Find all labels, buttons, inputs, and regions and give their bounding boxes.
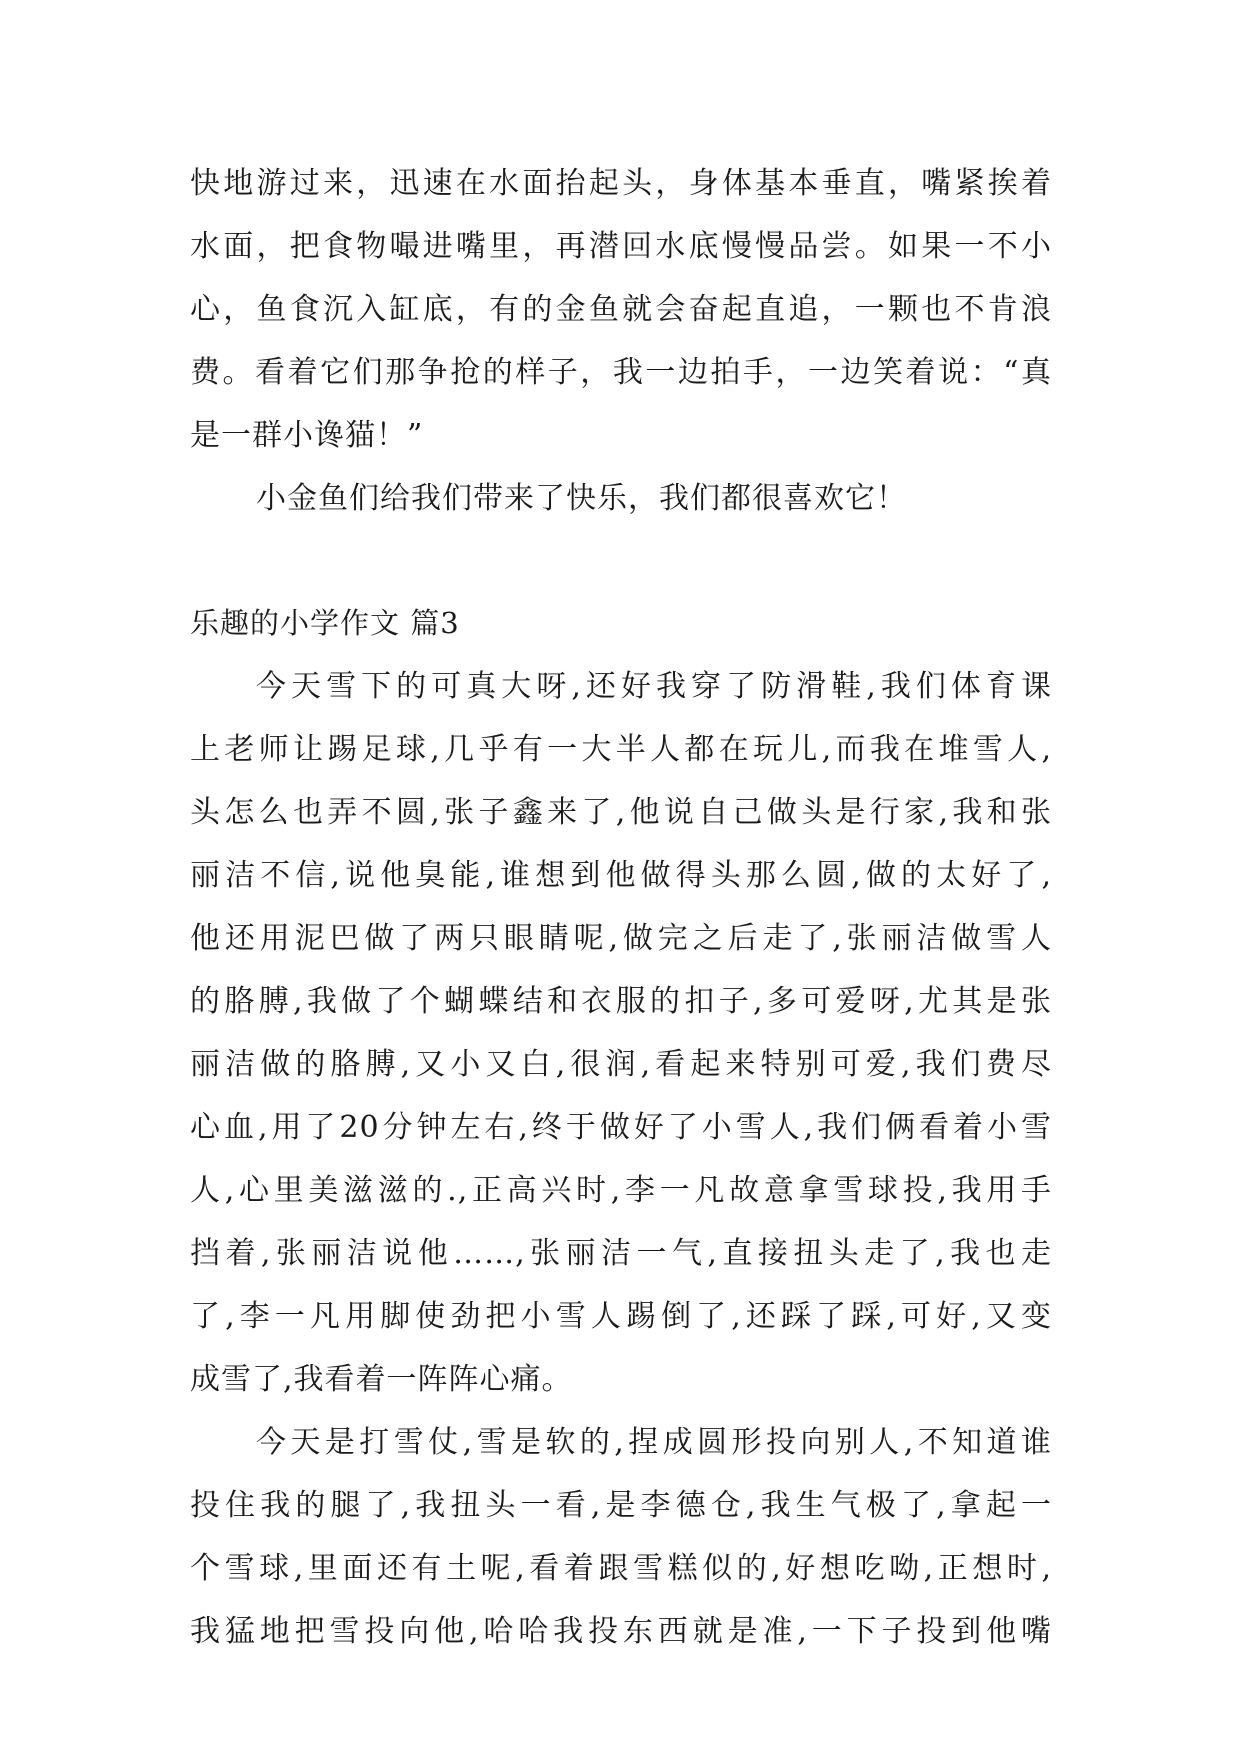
text-line: 个雪球,里面还有土呢,看着跟雪糕似的,好想吃呦,正想时,	[190, 1551, 1052, 1586]
text-line: 丽洁做的胳膊,又小又白,很润,看起来特别可爱,我们费尽	[190, 1047, 1052, 1082]
text-line: 成雪了,我看着一阵阵心痛。	[190, 1362, 573, 1397]
text-line: 头怎么也弄不圆,张子鑫来了,他说自己做头是行家,我和张	[190, 795, 1052, 830]
text-line: 投住我的腿了,我扭头一看,是李德仓,我生气极了,拿起一	[190, 1488, 1052, 1523]
text-line: 他还用泥巴做了两只眼睛呢,做完之后走了,张丽洁做雪人	[190, 921, 1052, 956]
text-line: 的胳膊,我做了个蝴蝶结和衣服的扣子,多可爱呀,尤其是张	[190, 984, 1052, 1019]
text-line: 快地游过来，迅速在水面抬起头，身体基本垂直，嘴紧挨着	[190, 166, 1052, 201]
paragraph-4	[190, 1411, 1052, 1663]
text-line: 心血,用了20分钟左右,终于做好了小雪人,我们俩看着小雪	[190, 1110, 1052, 1145]
text-line: 是一群小谗猫！”	[190, 418, 424, 453]
text-line: 了,李一凡用脚使劲把小雪人踢倒了,还踩了踩,可好,又变	[190, 1299, 1052, 1334]
text-line: 费。看着它们那争抢的样子，我一边拍手，一边笑着说：“真	[190, 355, 1052, 390]
section-heading: 乐趣的小学作文 篇3	[190, 606, 460, 640]
text-line: 挡着,张丽洁说他……,张丽洁一气,直接扭头走了,我也走	[190, 1236, 1052, 1271]
text-line: 水面，把食物嘬进嘴里，再潜回水底慢慢品尝。如果一不小	[190, 229, 1052, 264]
text-line: 上老师让踢足球,几乎有一大半人都在玩儿,而我在堆雪人,	[190, 732, 1052, 767]
document-page	[190, 152, 1052, 1663]
text-line: 今天是打雪仗,雪是软的,捏成圆形投向别人,不知道谁	[256, 1425, 1052, 1460]
paragraph-1	[190, 152, 1052, 467]
text-line: 心，鱼食沉入缸底，有的金鱼就会奋起直追，一颗也不肯浪	[190, 292, 1052, 327]
text-line: 丽洁不信,说他臭能,谁想到他做得头那么圆,做的太好了,	[190, 858, 1052, 893]
text-line: 我猛地把雪投向他,哈哈我投东西就是准,一下子投到他嘴	[190, 1614, 1052, 1649]
paragraph-gap	[190, 530, 1052, 592]
paragraph-2	[190, 467, 1052, 530]
text-line: 今天雪下的可真大呀,还好我穿了防滑鞋,我们体育课	[256, 669, 1052, 704]
text-line: 人,心里美滋滋的.,正高兴时,李一凡故意拿雪球投,我用手	[190, 1173, 1052, 1208]
text-line: 小金鱼们给我们带来了快乐，我们都很喜欢它！	[256, 481, 907, 516]
paragraph-3	[190, 655, 1052, 1411]
